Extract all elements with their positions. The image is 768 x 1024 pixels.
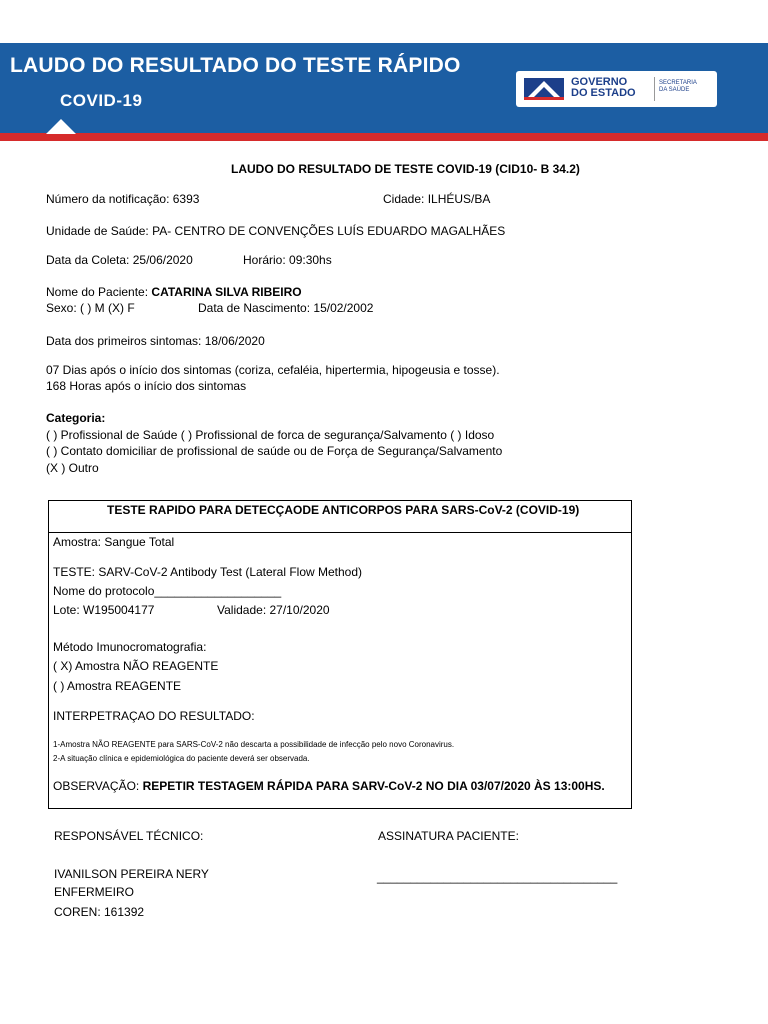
days-since-symptoms: 07 Dias após o início dos sintomas (coriza, cefaléia, hipertermia, hipogeusia e tosse). [46,363,500,377]
category-label: Categoria: [46,411,106,425]
patient-name [46,285,302,299]
sample-type: Amostra: Sangue Total [53,535,175,549]
protocol-name: Nome do protocolo___________________ [53,584,282,598]
test-name: TESTE: SARV-CoV-2 Antibody Test (Lateral Flow Method) [53,565,363,579]
government-logo [516,71,717,107]
category-line2: ( ) Contato domiciliar de profissional de saúde ou de Força de Segurança/Salvamento [46,444,503,458]
test-box-heading: TESTE RAPIDO PARA DETECÇAODE ANTICORPOS PARA SARS-CoV-2 (COVID-19) [107,503,580,517]
bahia-flag-icon [524,78,564,100]
category-line1: ( ) Profissional de Saúde ( ) Profissional de forca de segurança/Salvamento ( ) Idoso [46,428,495,442]
category-line3: (X ) Outro [46,461,99,475]
first-symptoms-date: Data dos primeiros sintomas: 18/06/2020 [46,334,265,348]
collection-time: Horário: 09:30hs [243,253,332,267]
interpretation-label: INTERPETRAÇAO DO RESULTADO: [53,709,255,723]
banner-title: LAUDO DO RESULTADO DO TESTE RÁPIDO [10,54,461,77]
birth-date: Data de Nascimento: 15/02/2002 [198,301,374,315]
result-reactive: ( ) Amostra REAGENTE [53,679,182,693]
observation-value: REPETIR TESTAGEM RÁPIDA PARA SARV-CoV-2 NO DIA 03/07/2020 ÀS 13:00HS. [142,779,605,793]
expiry-date: Validade: 27/10/2020 [217,603,330,617]
patient-name-label: Nome do Paciente: [46,285,152,299]
health-unit: Unidade de Saúde: PA- CENTRO DE CONVENÇÕES LUÍS EDUARDO MAGALHÃES [46,224,506,238]
logo-secretaria [659,80,697,94]
logo-text [571,77,636,99]
notification-number: Número da notificação: 6393 [46,192,200,206]
logo-line1: GOVERNO [571,76,628,88]
patient-signature-label: ASSINATURA PACIENTE: [378,829,519,843]
technician-role: ENFERMEIRO [54,885,135,899]
technician-coren: COREN: 161392 [54,905,145,919]
test-box-divider [48,532,632,533]
collection-date: Data da Coleta: 25/06/2020 [46,253,193,267]
lot-number: Lote: W195004177 [53,603,155,617]
logo-sec-line2: DA SAÚDE [659,87,690,93]
observation-label: OBSERVAÇÃO: [53,779,143,793]
banner-subtitle: COVID-19 [60,91,143,110]
hours-since-symptoms: 168 Horas após o início dos sintomas [46,379,247,393]
method-label: Método Imunocromatografia: [53,640,207,654]
note-2: 2-A situação clínica e epidemiológica do paciente deverá ser observada. [53,754,310,763]
signature-line: ____________________________________ [377,870,618,884]
patient-name-value: CATARINA SILVA RIBEIRO [151,285,302,299]
result-non-reactive: ( X) Amostra NÃO REAGENTE [53,659,219,673]
report-heading: LAUDO DO RESULTADO DE TESTE COVID-19 (CID10- B 34.2) [231,162,580,176]
logo-separator [654,77,655,101]
observation [53,779,605,793]
city: Cidade: ILHÉUS/BA [383,192,491,206]
logo-sec-line1: SECRETARIA [659,80,697,86]
logo-line2: DO ESTADO [571,87,636,99]
patient-sex: Sexo: ( ) M (X) F [46,301,135,315]
header-stripe [0,133,768,141]
banner-pointer-icon [46,119,76,134]
technical-responsible-label: RESPONSÁVEL TÉCNICO: [54,829,204,843]
technician-name: IVANILSON PEREIRA NERY [54,867,209,881]
note-1: 1-Amostra NÃO REAGENTE para SARS-CoV-2 não descarta a possibilidade de infecção pelo novo Coronavirus. [53,740,455,749]
